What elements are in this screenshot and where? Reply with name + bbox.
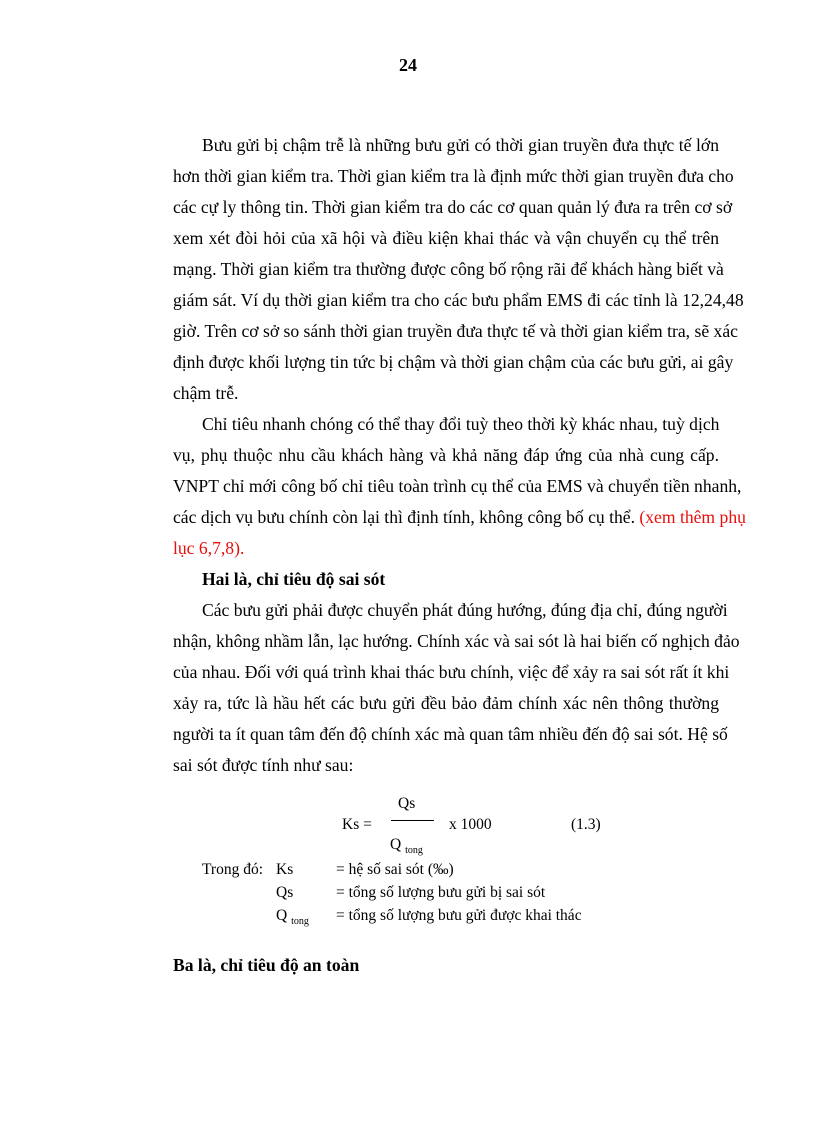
fraction-bar: [391, 820, 434, 821]
body-text-line: định được khối lượng tin tức bị chậm và thời gian chậm của các bưu gửi, ai gây: [173, 352, 734, 372]
appendix-reference: (xem thêm phụ: [639, 507, 746, 527]
section-heading: Ba là, chỉ tiêu độ an toàn: [173, 955, 360, 975]
body-text-line: sai sót được tính như sau:: [173, 755, 354, 775]
body-text-line: Các bưu gửi phải được chuyển phát đúng hướng, đúng địa chỉ, đúng người: [202, 600, 728, 620]
body-text-line: giám sát. Ví dụ thời gian kiểm tra cho các bưu phẩm EMS đi các tỉnh là 12,24,48: [173, 290, 744, 310]
where-label: Trong đó:: [202, 861, 264, 878]
variable-description: = tổng số lượng bưu gửi được khai thác: [336, 907, 582, 924]
formula-lhs: Ks =: [342, 816, 372, 833]
body-text-line: mạng. Thời gian kiểm tra thường được công bố rộng rãi để khách hàng biết và: [173, 259, 724, 279]
body-text-line: giờ. Trên cơ sở so sánh thời gian truyền đưa thực tế và thời gian kiểm tra, sẽ xác: [173, 321, 738, 341]
appendix-reference: lục 6,7,8).: [173, 538, 245, 558]
body-text-line: chậm trễ.: [173, 383, 239, 403]
body-text-line: nhận, không nhầm lẫn, lạc hướng. Chính xác và sai sót là hai biến cố nghịch đảo: [173, 631, 740, 651]
variable-symbol: Qs: [276, 884, 294, 901]
page-number: 24: [399, 55, 417, 75]
body-text-line: vụ, phụ thuộc nhu cầu khách hàng và khả năng đáp ứng của nhà cung cấp.: [173, 445, 719, 465]
body-text-line: hơn thời gian kiểm tra. Thời gian kiểm tra là định mức thời gian truyền đưa cho: [173, 166, 734, 186]
body-text-line: người ta ít quan tâm đến độ chính xác mà quan tâm nhiều đến độ sai sót. Hệ số: [173, 724, 728, 744]
formula-denominator: Q $_{tong}$: [390, 836, 423, 857]
variable-description: = hệ số sai sót (‰): [336, 861, 454, 878]
section-heading: Hai là, chỉ tiêu độ sai sót: [202, 569, 386, 589]
formula-multiplier: x 1000: [449, 816, 492, 833]
body-text-line: các cự ly thông tin. Thời gian kiểm tra do các cơ quan quản lý đưa ra trên cơ sở: [173, 197, 733, 217]
body-text-line: xem xét đòi hỏi của xã hội và điều kiện khai thác và vận chuyển cụ thể trên: [173, 228, 719, 248]
body-text-line: VNPT chỉ mới công bố chỉ tiêu toàn trình cụ thể của EMS và chuyển tiền nhanh,: [173, 476, 742, 496]
body-text-line: Chỉ tiêu nhanh chóng có thể thay đổi tuỳ theo thời kỳ khác nhau, tuỳ dịch: [202, 414, 720, 434]
body-text-line: [173, 507, 746, 528]
body-text: các dịch vụ bưu chính còn lại thì định tính, không công bố cụ thể.: [173, 507, 640, 527]
body-text-line: của nhau. Đối với quá trình khai thác bưu chính, việc để xảy ra sai sót rất ít khi: [173, 662, 730, 682]
variable-symbol: Ks: [276, 861, 294, 878]
equation-number: (1.3): [571, 816, 601, 833]
variable-symbol: Q $_{tong}$: [276, 907, 309, 928]
body-text-line: xảy ra, tức là hầu hết các bưu gửi đều bảo đảm chính xác nên thông thường: [173, 693, 719, 713]
formula-numerator: Qs: [398, 795, 416, 812]
body-text-line: Bưu gửi bị chậm trễ là những bưu gửi có thời gian truyền đưa thực tế lớn: [202, 135, 719, 155]
variable-description: = tổng số lượng bưu gửi bị sai sót: [336, 884, 546, 901]
